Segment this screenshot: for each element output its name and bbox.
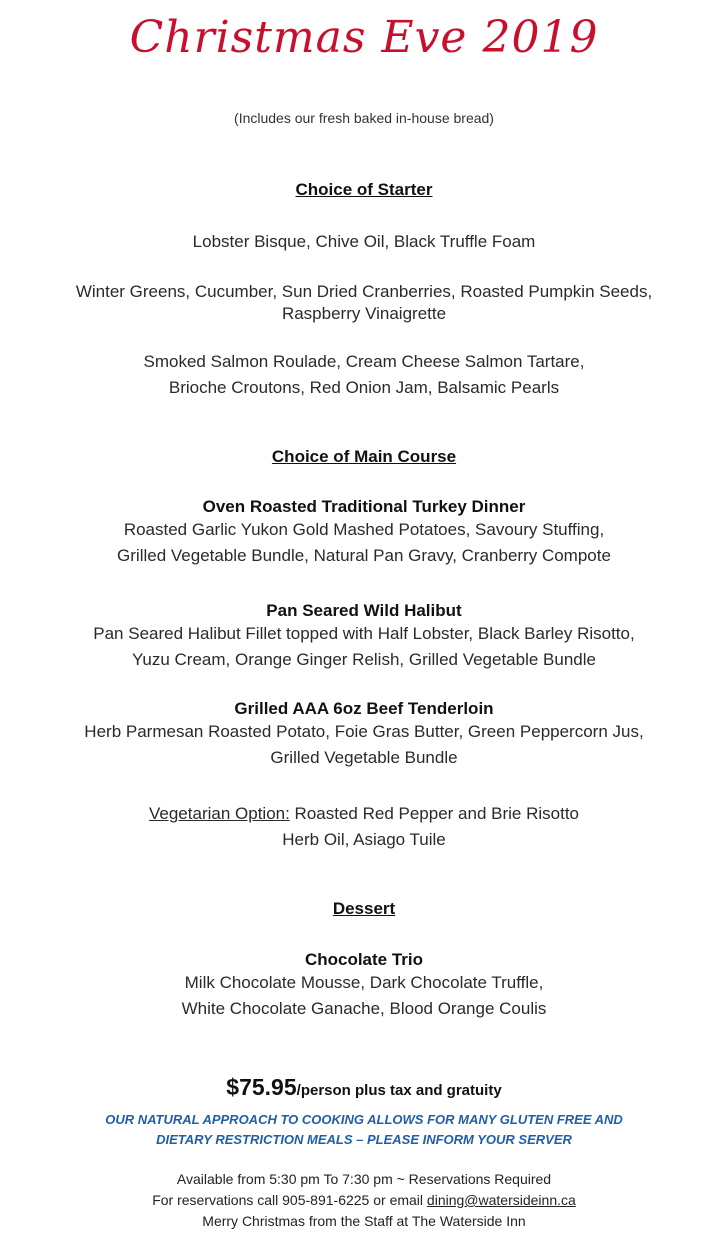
vegetarian-label: Vegetarian Option: [149, 804, 290, 823]
dish-line: Milk Chocolate Mousse, Dark Chocolate Truffle, [184, 973, 544, 992]
main-course-heading: Choice of Main Course [271, 447, 457, 466]
dessert-chocolate-trio [0, 950, 728, 1022]
starter-line: Raspberry Vinaigrette [281, 304, 447, 323]
starter-line: Smoked Salmon Roulade, Cream Cheese Salmon Tartare, [143, 352, 585, 371]
starter-line: Winter Greens, Cucumber, Sun Dried Cranberries, Roasted Pumpkin Seeds, [75, 282, 653, 301]
note-line: OUR NATURAL APPROACH TO COOKING ALLOWS FOR MANY GLUTEN FREE AND [105, 1112, 623, 1127]
vegetarian-line: Herb Oil, Asiago Tuile [282, 830, 446, 849]
bread-note: (Includes our fresh baked in-house bread) [234, 110, 494, 126]
vegetarian-option [0, 801, 728, 853]
closing-text: Merry Christmas from the Staff at The Waterside Inn [202, 1213, 526, 1229]
starter-heading: Choice of Starter [295, 180, 433, 199]
price-amount: $75.95 [226, 1074, 297, 1100]
dish-line: Grilled Vegetable Bundle, Natural Pan Gravy, Cranberry Compote [117, 546, 611, 565]
price-suffix: /person plus tax and gratuity [296, 1082, 502, 1099]
dish-line: Pan Seared Halibut Fillet topped with Half Lobster, Black Barley Risotto, [93, 624, 635, 643]
note-line: DIETARY RESTRICTION MEALS – PLEASE INFORM YOUR SERVER [156, 1132, 572, 1147]
starter-item-lobster-bisque [0, 229, 728, 255]
availability-text: Available from 5:30 pm To 7:30 pm ~ Reservations Required [176, 1171, 552, 1187]
dish-line: White Chocolate Ganache, Blood Orange Coulis [181, 999, 547, 1018]
price [0, 1074, 728, 1101]
reservations-text: For reservations call 905-891-6225 or email [152, 1192, 427, 1208]
starter-item-smoked-salmon [0, 349, 728, 401]
dietary-note [0, 1110, 728, 1150]
dish-line: Herb Parmesan Roasted Potato, Foie Gras Butter, Green Peppercorn Jus, [84, 722, 644, 741]
email-link[interactable]: dining@watersideinn.ca [426, 1192, 576, 1208]
starter-line: Lobster Bisque, Chive Oil, Black Truffle Foam [192, 232, 536, 251]
dish-line: Roasted Garlic Yukon Gold Mashed Potatoes, Savoury Stuffing, [123, 520, 605, 539]
dessert-heading: Dessert [332, 899, 396, 918]
menu-title: Christmas Eve 2019 [129, 12, 599, 63]
dish-name: Oven Roasted Traditional Turkey Dinner [202, 497, 526, 516]
dish-turkey [0, 497, 728, 569]
vegetarian-text: Roasted Red Pepper and Brie Risotto [289, 804, 579, 823]
dish-name: Grilled AAA 6oz Beef Tenderloin [234, 699, 494, 718]
dish-line: Grilled Vegetable Bundle [270, 748, 458, 767]
dish-line: Yuzu Cream, Orange Ginger Relish, Grilled Vegetable Bundle [132, 650, 596, 669]
reservations-line [0, 1190, 728, 1211]
dish-name: Chocolate Trio [304, 950, 424, 969]
starter-line: Brioche Croutons, Red Onion Jam, Balsamic Pearls [168, 378, 560, 397]
dish-name: Pan Seared Wild Halibut [266, 601, 462, 620]
dish-halibut [0, 601, 728, 673]
starter-item-winter-greens [0, 281, 728, 325]
footer [0, 1169, 728, 1232]
dish-beef-tenderloin [0, 699, 728, 771]
